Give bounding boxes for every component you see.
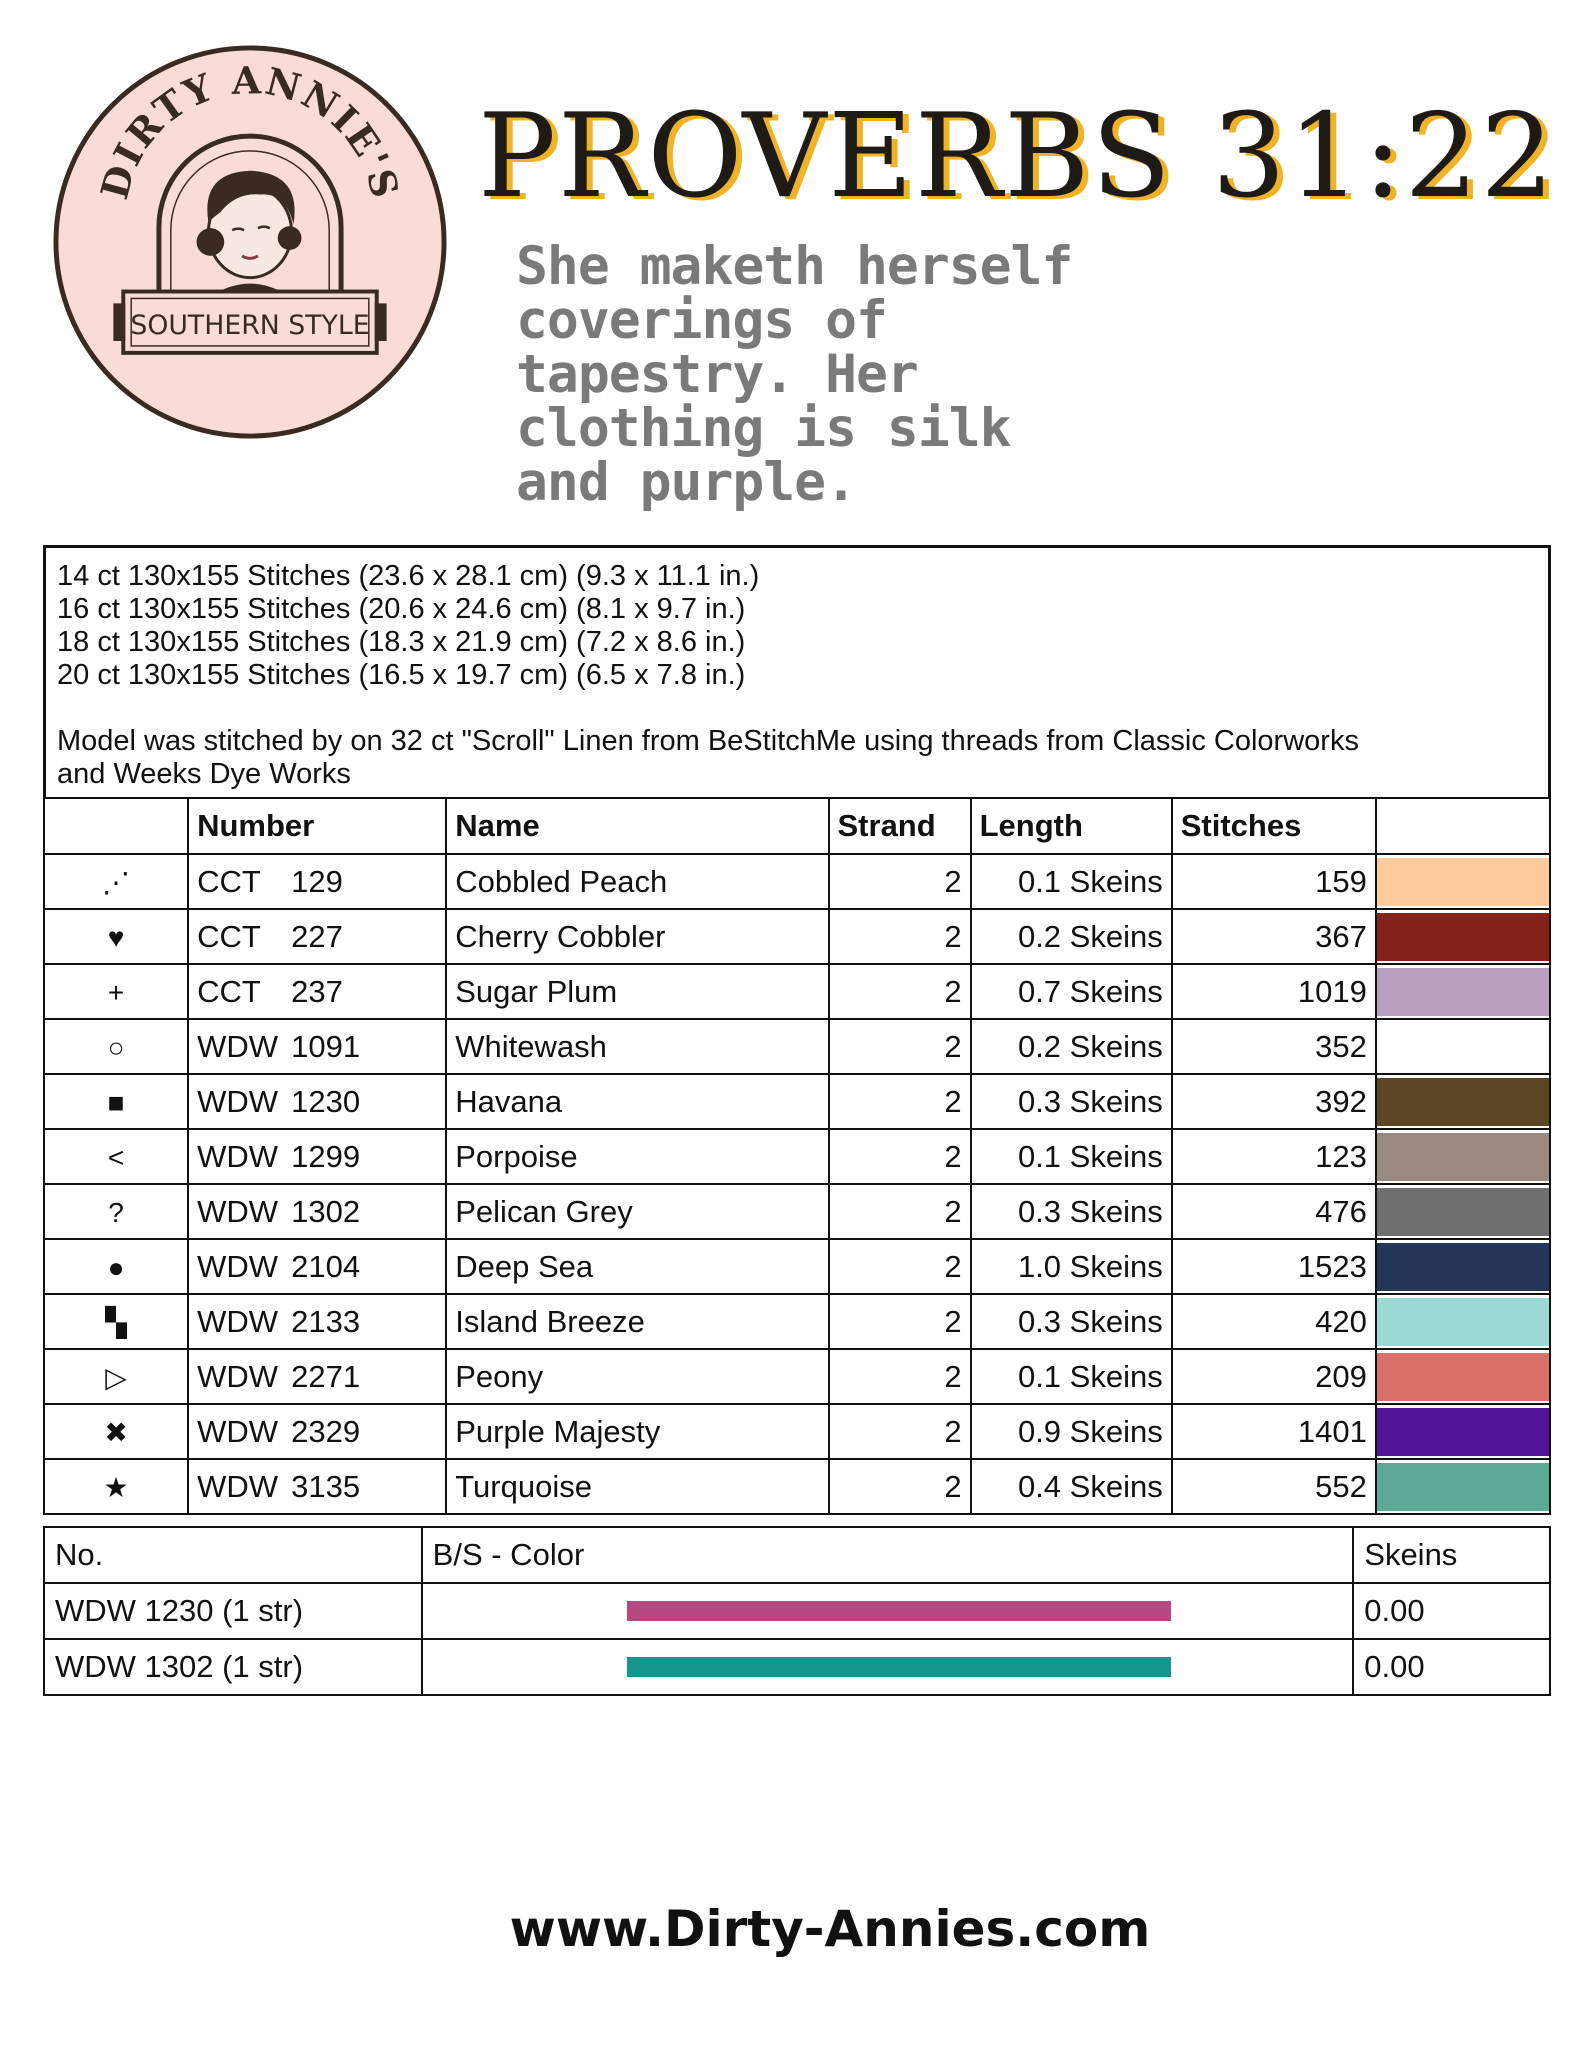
- floss-table: [43, 797, 1551, 1515]
- table-row: [44, 964, 1550, 1019]
- color-swatch-cell: [1376, 1404, 1550, 1459]
- table-row: [44, 1129, 1550, 1184]
- floss-number: [188, 1019, 446, 1074]
- square-icon: ■: [107, 1086, 125, 1118]
- table-row: [44, 1639, 1550, 1695]
- header-strand: Strand: [829, 798, 971, 854]
- table-row: [44, 854, 1550, 909]
- header-swatch: [1376, 798, 1550, 854]
- color-swatch: [1377, 1078, 1549, 1126]
- floss-stitches: 1523: [1172, 1239, 1376, 1294]
- color-swatch-cell: [1376, 909, 1550, 964]
- floss-code: 129: [291, 863, 343, 899]
- backstitch-color-cell: [422, 1583, 1354, 1639]
- floss-stitches: 1401: [1172, 1404, 1376, 1459]
- floss-code: 1302: [291, 1193, 361, 1229]
- floss-length: 0.7 Skeins: [971, 964, 1172, 1019]
- floss-number: [188, 854, 446, 909]
- verse-line: coverings of: [516, 290, 887, 351]
- floss-number: [188, 1129, 446, 1184]
- floss-strand: 2: [829, 1074, 971, 1129]
- heart-icon: ♥: [107, 921, 125, 953]
- color-swatch-cell: [1376, 1239, 1550, 1294]
- floss-brand: WDW: [197, 1413, 278, 1449]
- floss-strand: 2: [829, 1239, 971, 1294]
- dirty-annies-logo: [52, 44, 448, 440]
- floss-code: 1230: [291, 1083, 361, 1119]
- color-swatch: [1377, 1298, 1549, 1346]
- floss-name: Porpoise: [446, 1129, 828, 1184]
- steps-icon: ▚: [105, 1306, 127, 1338]
- color-swatch-cell: [1376, 1129, 1550, 1184]
- page-title: PROVERBS 31:22: [478, 89, 1557, 224]
- star-icon: ★: [103, 1471, 129, 1503]
- fabric-size-line: 14 ct 130x155 Stitches (23.6 x 28.1 cm) (9.3 x 11.1 in.): [57, 560, 760, 592]
- floss-brand: WDW: [197, 1193, 278, 1229]
- floss-length: 0.1 Skeins: [971, 1129, 1172, 1184]
- floss-code: 3135: [291, 1468, 361, 1504]
- floss-brand: CCT: [197, 973, 261, 1009]
- floss-stitches: 123: [1172, 1129, 1376, 1184]
- floss-strand: 2: [829, 1129, 971, 1184]
- color-swatch-cell: [1376, 1019, 1550, 1074]
- floss-number: [188, 964, 446, 1019]
- floss-strand: 2: [829, 964, 971, 1019]
- floss-number: [188, 1294, 446, 1349]
- floss-number: [188, 1074, 446, 1129]
- floss-strand: 2: [829, 909, 971, 964]
- backstitch-skeins: 0.00: [1353, 1583, 1550, 1639]
- table-row: [44, 1184, 1550, 1239]
- floss-stitches: 1019: [1172, 964, 1376, 1019]
- color-swatch-cell: [1376, 1184, 1550, 1239]
- backstitch-table: [43, 1526, 1551, 1696]
- floss-code: 2133: [291, 1303, 361, 1339]
- circle-outline-icon: ○: [107, 1031, 125, 1063]
- color-swatch: [1377, 1243, 1549, 1291]
- floss-number: [188, 1239, 446, 1294]
- floss-code: 227: [291, 918, 343, 954]
- verse-line: and purple.: [516, 452, 856, 513]
- color-swatch: [1377, 1188, 1549, 1236]
- table-row: [44, 1404, 1550, 1459]
- floss-code: 237: [291, 973, 343, 1009]
- floss-strand: 2: [829, 854, 971, 909]
- floss-name: Peony: [446, 1349, 828, 1404]
- header-skeins: Skeins: [1353, 1527, 1550, 1583]
- floss-length: 0.3 Skeins: [971, 1184, 1172, 1239]
- symbol-cell: [44, 1349, 188, 1404]
- cross-icon: ✖: [104, 1416, 128, 1448]
- floss-length: 0.9 Skeins: [971, 1404, 1172, 1459]
- floss-code: 2271: [291, 1358, 361, 1394]
- floss-length: 0.1 Skeins: [971, 854, 1172, 909]
- floss-name: Island Breeze: [446, 1294, 828, 1349]
- backstitch-color-cell: [422, 1639, 1354, 1695]
- header-number: Number: [188, 798, 446, 854]
- color-swatch-cell: [1376, 1074, 1550, 1129]
- floss-name: Cobbled Peach: [446, 854, 828, 909]
- floss-code: 1299: [291, 1138, 361, 1174]
- floss-number: [188, 1184, 446, 1239]
- header-stitches: Stitches: [1172, 798, 1376, 854]
- floss-code: 1091: [291, 1028, 361, 1064]
- symbol-cell: [44, 1459, 188, 1514]
- floss-length: 0.4 Skeins: [971, 1459, 1172, 1514]
- symbol-cell: [44, 1239, 188, 1294]
- less-than-icon: <: [107, 1141, 125, 1173]
- color-swatch: [1377, 913, 1549, 961]
- backstitch-number: WDW 1230 (1 str): [44, 1583, 422, 1639]
- floss-name: Pelican Grey: [446, 1184, 828, 1239]
- color-swatch: [1377, 1463, 1549, 1511]
- floss-name: Cherry Cobbler: [446, 909, 828, 964]
- logo-tagline: SOUTHERN STYLE: [130, 310, 370, 342]
- floss-stitches: 552: [1172, 1459, 1376, 1514]
- floss-strand: 2: [829, 1404, 971, 1459]
- floss-number: [188, 1349, 446, 1404]
- symbol-cell: [44, 1074, 188, 1129]
- floss-brand: WDW: [197, 1083, 278, 1119]
- floss-brand: WDW: [197, 1138, 278, 1174]
- verse-line: tapestry. Her: [516, 344, 918, 405]
- color-swatch-cell: [1376, 854, 1550, 909]
- floss-brand: WDW: [197, 1248, 278, 1284]
- symbol-cell: [44, 1184, 188, 1239]
- symbol-cell: [44, 909, 188, 964]
- floss-stitches: 209: [1172, 1349, 1376, 1404]
- floss-length: 0.3 Skeins: [971, 1074, 1172, 1129]
- dots-icon: ⋰: [102, 866, 131, 898]
- verse-line: She maketh herself: [516, 236, 1073, 297]
- backstitch-color-bar: [627, 1601, 1171, 1621]
- table-row: [44, 1583, 1550, 1639]
- symbol-cell: [44, 1129, 188, 1184]
- question-icon: ?: [108, 1196, 124, 1228]
- floss-name: Deep Sea: [446, 1239, 828, 1294]
- table-row: [44, 1239, 1550, 1294]
- floss-stitches: 476: [1172, 1184, 1376, 1239]
- color-swatch: [1377, 858, 1549, 906]
- floss-length: 0.3 Skeins: [971, 1294, 1172, 1349]
- model-note-line1: Model was stitched by on 32 ct "Scroll" Linen from BeStitchMe using threads from Classic Colorworks: [57, 725, 1359, 757]
- floss-stitches: 159: [1172, 854, 1376, 909]
- header-name: Name: [446, 798, 828, 854]
- backstitch-skeins: 0.00: [1353, 1639, 1550, 1695]
- floss-strand: 2: [829, 1019, 971, 1074]
- table-row: [44, 1349, 1550, 1404]
- floss-number: [188, 909, 446, 964]
- floss-strand: 2: [829, 1294, 971, 1349]
- color-swatch: [1377, 1353, 1549, 1401]
- pattern-info: [43, 545, 1551, 797]
- floss-brand: WDW: [197, 1303, 278, 1339]
- color-swatch-cell: [1376, 1459, 1550, 1514]
- header-symbol: [44, 798, 188, 854]
- logo-brand-text: DIRTY ANNIE'S: [92, 58, 408, 204]
- color-swatch: [1377, 1023, 1549, 1071]
- floss-name: Purple Majesty: [446, 1404, 828, 1459]
- verse-text: [516, 236, 1216, 513]
- floss-strand: 2: [829, 1349, 971, 1404]
- floss-name: Turquoise: [446, 1459, 828, 1514]
- floss-code: 2104: [291, 1248, 361, 1284]
- website-url: www.Dirty-Annies.com: [509, 1900, 1151, 1958]
- floss-name: Whitewash: [446, 1019, 828, 1074]
- symbol-cell: [44, 854, 188, 909]
- floss-brand: CCT: [197, 918, 261, 954]
- fabric-size-line: 16 ct 130x155 Stitches (20.6 x 24.6 cm) (8.1 x 9.7 in.): [57, 593, 746, 625]
- floss-length: 1.0 Skeins: [971, 1239, 1172, 1294]
- floss-number: [188, 1459, 446, 1514]
- floss-brand: WDW: [197, 1028, 278, 1064]
- floss-brand: CCT: [197, 863, 261, 899]
- color-swatch-cell: [1376, 964, 1550, 1019]
- floss-name: Havana: [446, 1074, 828, 1129]
- color-swatch-cell: [1376, 1294, 1550, 1349]
- table-row: [44, 1074, 1550, 1129]
- header-bs-color: B/S - Color: [422, 1527, 1354, 1583]
- color-swatch: [1377, 1133, 1549, 1181]
- backstitch-number: WDW 1302 (1 str): [44, 1639, 422, 1695]
- floss-stitches: 367: [1172, 909, 1376, 964]
- table-row: [44, 1459, 1550, 1514]
- triangle-icon: ▷: [105, 1361, 127, 1393]
- floss-strand: 2: [829, 1184, 971, 1239]
- floss-number: [188, 1404, 446, 1459]
- fabric-size-line: 18 ct 130x155 Stitches (18.3 x 21.9 cm) (7.2 x 8.6 in.): [57, 626, 746, 658]
- backstitch-table-header: [44, 1527, 1550, 1583]
- table-row: [44, 1019, 1550, 1074]
- fabric-size-line: 20 ct 130x155 Stitches (16.5 x 19.7 cm) (6.5 x 7.8 in.): [57, 659, 746, 691]
- backstitch-color-bar: [627, 1657, 1171, 1677]
- header-length: Length: [971, 798, 1172, 854]
- symbol-cell: [44, 1404, 188, 1459]
- floss-stitches: 352: [1172, 1019, 1376, 1074]
- circle-filled-icon: ●: [107, 1251, 125, 1283]
- floss-table-header: [44, 798, 1550, 854]
- floss-code: 2329: [291, 1413, 361, 1449]
- floss-length: 0.1 Skeins: [971, 1349, 1172, 1404]
- header-no: No.: [44, 1527, 422, 1583]
- fabric-sizes-list: [57, 560, 1537, 692]
- symbol-cell: [44, 964, 188, 1019]
- symbol-cell: [44, 1019, 188, 1074]
- color-swatch: [1377, 1408, 1549, 1456]
- color-swatch: [1377, 968, 1549, 1016]
- floss-strand: 2: [829, 1459, 971, 1514]
- color-swatch-cell: [1376, 1349, 1550, 1404]
- plus-icon: +: [107, 976, 125, 1008]
- floss-brand: WDW: [197, 1358, 278, 1394]
- floss-stitches: 392: [1172, 1074, 1376, 1129]
- floss-brand: WDW: [197, 1468, 278, 1504]
- floss-stitches: 420: [1172, 1294, 1376, 1349]
- floss-length: 0.2 Skeins: [971, 1019, 1172, 1074]
- model-note-line2: and Weeks Dye Works: [57, 758, 351, 790]
- symbol-cell: [44, 1294, 188, 1349]
- table-row: [44, 909, 1550, 964]
- floss-name: Sugar Plum: [446, 964, 828, 1019]
- table-row: [44, 1294, 1550, 1349]
- verse-line: clothing is silk: [516, 398, 1011, 459]
- floss-length: 0.2 Skeins: [971, 909, 1172, 964]
